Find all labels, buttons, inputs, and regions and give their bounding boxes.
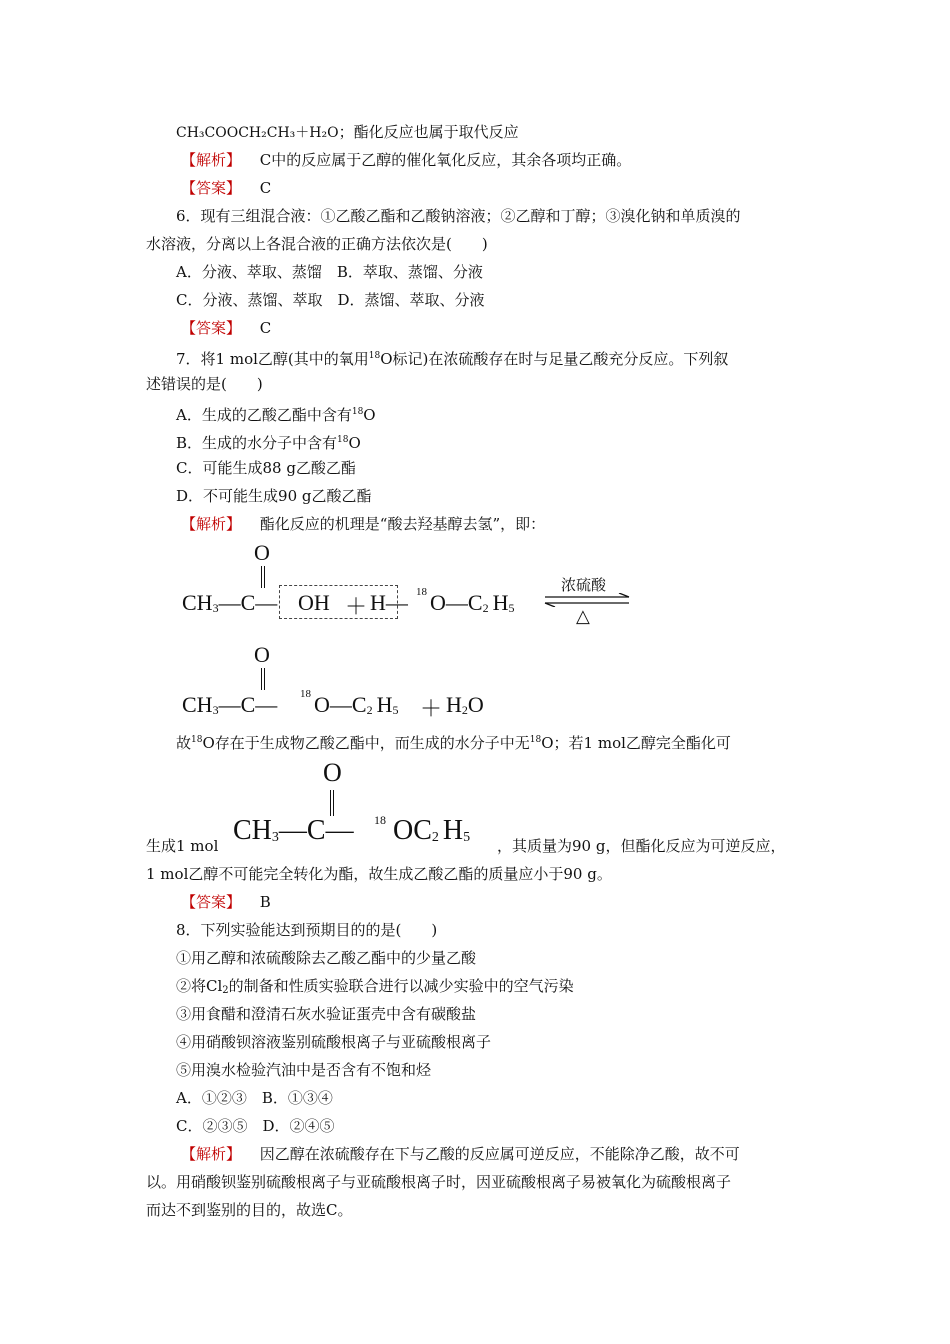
big-ester-formula: $CH_3—C—$ bbox=[233, 815, 354, 846]
q7-explain-2-label: 生成1 mol bbox=[146, 837, 219, 855]
reversible-arrow-icon bbox=[543, 593, 631, 607]
ester-chain: $O—C_2$ $H_5$ bbox=[314, 692, 399, 717]
option-text: O bbox=[363, 406, 376, 424]
option-text: B．生成的水分子中含有 bbox=[176, 434, 338, 452]
answer-text: C bbox=[259, 319, 272, 337]
analysis-label: 【解析】 bbox=[181, 151, 242, 169]
q8-item-2 bbox=[176, 976, 574, 1001]
heat-symbol: △ bbox=[576, 606, 590, 626]
q7-stem-2: 述错误的是( ) bbox=[146, 375, 263, 393]
isotope-18: 18 bbox=[300, 688, 311, 700]
ch-group: $CH_3—C—$ bbox=[182, 590, 278, 615]
q5-analysis bbox=[181, 150, 631, 170]
answer-label: 【答案】 bbox=[181, 179, 242, 197]
plus-sign: ＋ bbox=[345, 594, 368, 619]
explain-part: O；若1 mol乙醇完全酯化可 bbox=[541, 734, 731, 752]
q7-option-a bbox=[176, 402, 376, 425]
water: $H_2O$ bbox=[446, 692, 484, 717]
q8-item-5: ⑤用溴水检验汽油中是否含有不饱和烃 bbox=[176, 1061, 432, 1079]
q6-options-2: C．分液、蒸馏、萃取 D．蒸馏、萃取、分液 bbox=[176, 291, 485, 309]
ester-note: ；酯化反应也属于取代反应 bbox=[338, 123, 519, 141]
analysis-text: 因乙醇在浓硫酸存在下与乙酸的反应属可逆反应，不能除净乙酸，故不可 bbox=[259, 1145, 740, 1163]
q8-item-1: ①用乙醇和浓硫酸除去乙酸乙酯中的少量乙酸 bbox=[176, 949, 477, 967]
isotope-mark: 18 bbox=[191, 735, 203, 745]
q8-analysis-3: 而达不到鉴别的目的，故选C。 bbox=[146, 1201, 353, 1219]
carbonyl-o: O bbox=[254, 642, 270, 667]
q7-option-d: D．不可能生成90 g乙酸乙酯 bbox=[176, 487, 372, 505]
isotope-mark: 18 bbox=[351, 407, 364, 417]
isotope-mark: 18 bbox=[337, 435, 349, 445]
answer-label: 【答案】 bbox=[181, 319, 242, 337]
subscript: 2 bbox=[222, 985, 229, 996]
q8-item-3: ③用食醋和澄清石灰水验证蛋壳中含有碳酸盐 bbox=[176, 1005, 477, 1023]
answer-text: C bbox=[259, 179, 272, 197]
analysis-label: 【解析】 bbox=[181, 1145, 242, 1163]
q8-options-2: C．②③⑤ D．②④⑤ bbox=[176, 1117, 335, 1135]
item-text: ②将Cl bbox=[176, 977, 223, 995]
q6-options-1: A．分液、萃取、蒸馏 B．萃取、蒸馏、分液 bbox=[176, 263, 483, 281]
explain-part: 故 bbox=[176, 734, 192, 752]
answer-text: B bbox=[259, 893, 271, 911]
q7-option-c: C．可能生成88 g乙酸乙酯 bbox=[176, 459, 356, 477]
q7-explain-2-rest: ，其质量为90 g，但酯化反应为可逆反应， bbox=[497, 837, 786, 855]
q6-stem-2: 水溶液，分离以上各混合液的正确方法依次是( ) bbox=[146, 235, 488, 253]
explain-part: O存在于生成物乙酸乙酯中，而生成的水分子中无 bbox=[202, 734, 530, 752]
q8-options-1: A．①②③ B．①③④ bbox=[176, 1089, 333, 1107]
q8-item-4: ④用硝酸钡溶液鉴别硫酸根离子与亚硫酸根离子 bbox=[176, 1033, 492, 1051]
plus-sign: ＋ bbox=[420, 696, 443, 721]
q6-answer bbox=[181, 318, 271, 338]
option-text: O bbox=[348, 434, 361, 452]
oh-group: OH bbox=[298, 590, 330, 615]
q7-stem-part: O标记)在浓硫酸存在时与足量乙酸充分反应。下列叙 bbox=[380, 350, 729, 368]
q5-answer bbox=[181, 178, 271, 198]
isotope-18: 18 bbox=[374, 813, 386, 827]
q7-answer bbox=[181, 892, 271, 912]
double-bond bbox=[261, 668, 265, 690]
q8-analysis-2: 以。用硝酸钡鉴别硫酸根离子与亚硫酸根离子时，因亚硫酸根离子易被氧化为硫酸根离子 bbox=[146, 1173, 732, 1191]
q7-stem-part: 7．将1 mol乙醇(其中的氧用 bbox=[176, 350, 369, 368]
q6-stem-1: 6．现有三组混合液：①乙酸乙酯和乙酸钠溶液；②乙醇和丁醇；③溴化钠和单质溴的 bbox=[176, 207, 741, 225]
q8-stem: 8．下列实验能达到预期目的的是( ) bbox=[176, 921, 438, 939]
q7-explain-1 bbox=[176, 730, 731, 753]
q7-stem-1 bbox=[176, 346, 728, 369]
q8-analysis-1 bbox=[181, 1144, 740, 1164]
h-atom: H— bbox=[370, 590, 408, 615]
big-carbonyl-o: O bbox=[323, 758, 342, 787]
q7-option-b bbox=[176, 430, 361, 453]
option-text: A．生成的乙酸乙酯中含有 bbox=[176, 406, 352, 424]
ethanol-chain: $O—C_2$ $H_5$ bbox=[430, 590, 515, 615]
isotope-mark: 18 bbox=[529, 735, 542, 745]
analysis-text: C中的反应属于乙醇的催化氧化反应，其余各项均正确。 bbox=[259, 151, 632, 169]
analysis-label: 【解析】 bbox=[181, 515, 242, 533]
catalyst-label: 浓硫酸 bbox=[561, 578, 607, 594]
ester-line bbox=[176, 122, 519, 143]
item-text: 的制备和性质实验联合进行以减少实验中的空气污染 bbox=[228, 977, 574, 995]
big-double-bond bbox=[330, 790, 334, 816]
carbonyl-o: O bbox=[254, 540, 270, 565]
double-bond bbox=[261, 566, 265, 588]
ester-formula: CH₃COOCH₂CH₃＋H₂O bbox=[176, 125, 339, 141]
q7-explain-3: 1 mol乙醇不可能完全转化为酯，故生成乙酸乙酯的质量应小于90 g。 bbox=[146, 865, 612, 883]
answer-label: 【答案】 bbox=[181, 893, 242, 911]
big-ester-chain: $OC_2$ $H_5$ bbox=[393, 815, 471, 846]
isotope-mark: 18 bbox=[368, 351, 381, 361]
q7-analysis bbox=[181, 514, 545, 534]
analysis-text: 酯化反应的机理是“酸去羟基醇去氢”，即： bbox=[259, 515, 546, 533]
ch-group: $CH_3—C—$ bbox=[182, 692, 278, 717]
isotope-18: 18 bbox=[416, 586, 427, 598]
